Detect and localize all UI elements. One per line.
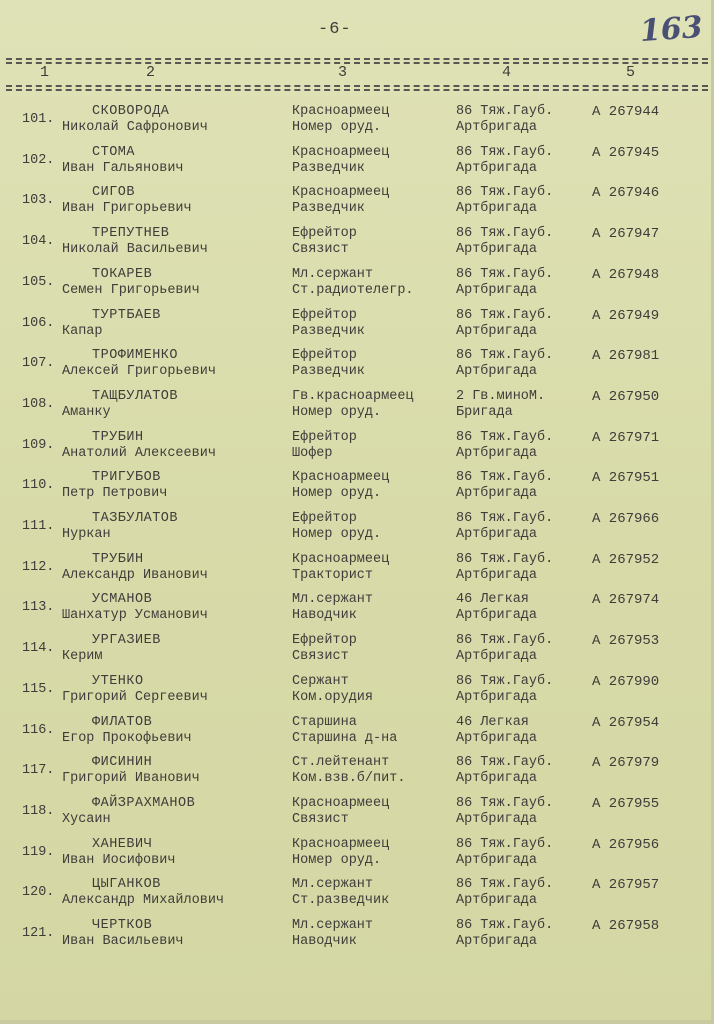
entry-rank: Мл.сержант xyxy=(292,266,374,282)
list-item xyxy=(0,877,714,917)
entry-unit-type: Артбригада xyxy=(456,730,538,746)
entry-surname: ТРИГУБОВ xyxy=(92,470,161,486)
entry-rank: Ефрейтор xyxy=(292,511,357,526)
entry-unit-type: Артбригада xyxy=(456,608,538,624)
entry-given-names: Григорий Иванович xyxy=(62,771,200,787)
entry-given-names: Капар xyxy=(62,323,103,339)
entry-given-names: Николай Сафронович xyxy=(62,120,208,135)
entry-given-names: Иван Григорьевич xyxy=(62,201,192,217)
entry-unit-type: Артбригада xyxy=(456,445,538,461)
entry-award-document-number: А 267990 xyxy=(592,673,660,690)
entry-number: 101. xyxy=(22,112,55,127)
entry-position: Ст.разведчик xyxy=(292,893,390,909)
entry-unit: 46 Легкая xyxy=(456,714,529,730)
header-rule-bottom-1 xyxy=(6,85,708,87)
entry-rank: Ефрейтор xyxy=(292,307,357,323)
entry-given-names: Иван Гальянович xyxy=(62,160,184,176)
entry-number: 112. xyxy=(22,559,55,575)
entry-position: Тракторист xyxy=(292,567,374,583)
entry-unit: 86 Тяж.Гауб. xyxy=(456,633,554,649)
entry-rank: Мл.сержант xyxy=(292,592,374,608)
header-rule-top-1 xyxy=(6,58,708,60)
entry-rank: Старшина xyxy=(292,714,357,730)
entry-unit: 86 Тяж.Гауб. xyxy=(456,551,554,567)
column-number-5: 5 xyxy=(626,64,636,81)
entry-award-document-number: А 267958 xyxy=(592,918,660,934)
entry-rank: Сержант xyxy=(292,673,349,689)
entry-given-names: Петр Петрович xyxy=(62,486,168,502)
entry-award-document-number: А 267966 xyxy=(592,511,660,527)
entry-position: Разведчик xyxy=(292,160,365,176)
entry-unit-type: Артбригада xyxy=(456,160,538,176)
entry-number: 114. xyxy=(22,641,55,657)
entry-unit-type: Артбригада xyxy=(456,242,538,258)
entry-unit: 86 Тяж.Гауб. xyxy=(456,185,554,201)
entry-unit: 86 Тяж.Гауб. xyxy=(456,307,554,323)
entry-position: Ст.радиотелегр. xyxy=(292,282,414,298)
entry-surname: УТЕНКО xyxy=(92,673,144,689)
entry-unit-type: Артбригада xyxy=(456,120,538,135)
entry-unit: 46 Легкая xyxy=(456,592,529,608)
entry-position: Номер оруд. xyxy=(292,486,382,502)
entry-unit: 86 Тяж.Гауб. xyxy=(456,266,554,282)
list-item xyxy=(0,226,714,266)
entry-given-names: Хусаин xyxy=(62,811,111,827)
entry-number: 113. xyxy=(22,600,55,616)
entry-award-document-number: А 267947 xyxy=(592,226,660,243)
entry-given-names: Аманку xyxy=(62,404,111,420)
entry-rank: Красноармеец xyxy=(292,104,390,119)
entry-position: Номер оруд. xyxy=(292,404,382,420)
entry-rank: Красноармеец xyxy=(292,795,390,811)
entry-award-document-number: А 267979 xyxy=(592,755,660,772)
entry-number: 108. xyxy=(22,396,55,412)
entry-given-names: Иван Иосифович xyxy=(62,852,176,868)
column-number-2: 2 xyxy=(146,64,156,81)
entry-surname: ЧЕРТКОВ xyxy=(92,918,153,933)
entry-given-names: Алексей Григорьевич xyxy=(62,364,216,380)
entry-unit: 86 Тяж.Гауб. xyxy=(456,470,554,486)
entry-given-names: Керим xyxy=(62,649,103,665)
header-rule-bottom-2 xyxy=(6,89,708,91)
list-item xyxy=(0,837,714,877)
list-item xyxy=(0,592,714,632)
entry-unit: 86 Тяж.Гауб. xyxy=(456,836,554,852)
page-edge-bottom xyxy=(0,1020,714,1024)
list-item xyxy=(0,552,714,592)
list-item xyxy=(0,104,714,144)
entry-given-names: Егор Прокофьевич xyxy=(62,730,192,746)
entry-unit-type: Артбригада xyxy=(456,934,538,949)
entry-unit-type: Артбригада xyxy=(456,771,538,787)
list-item xyxy=(0,308,714,348)
list-item xyxy=(0,145,714,185)
entry-given-names: Иван Васильевич xyxy=(62,934,184,949)
entry-number: 109. xyxy=(22,437,55,453)
entry-surname: ХАНЕВИЧ xyxy=(92,836,153,852)
entry-position: Старшина д-на xyxy=(292,730,398,746)
entry-award-document-number: А 267955 xyxy=(592,795,660,812)
list-item xyxy=(0,470,714,510)
entry-given-names: Шанхатур Усманович xyxy=(62,608,208,624)
entry-position: Связист xyxy=(292,811,349,827)
entry-surname: ТАЩБУЛАТОВ xyxy=(92,388,179,404)
entry-rank: Гв.красноармеец xyxy=(292,388,414,404)
entry-surname: ТУРТБАЕВ xyxy=(92,307,161,323)
list-item xyxy=(0,430,714,470)
entry-unit: 86 Тяж.Гауб. xyxy=(456,104,554,119)
entry-unit-type: Артбригада xyxy=(456,852,538,868)
entry-given-names: Семен Григорьевич xyxy=(62,282,200,298)
entry-given-names: Нуркан xyxy=(62,527,111,542)
entry-award-document-number: А 267954 xyxy=(592,714,660,731)
list-item xyxy=(0,633,714,673)
entry-surname: ТРЕПУТНЕВ xyxy=(92,226,170,242)
entry-position: Шофер xyxy=(292,445,333,461)
entry-unit: 86 Тяж.Гауб. xyxy=(456,348,554,364)
entry-number: 104. xyxy=(22,234,55,250)
entry-rank: Красноармеец xyxy=(292,185,390,201)
entry-unit: 86 Тяж.Гауб. xyxy=(456,877,554,893)
entry-given-names: Григорий Сергеевич xyxy=(62,689,208,705)
entry-given-names: Николай Васильевич xyxy=(62,242,208,258)
entry-unit-type: Артбригада xyxy=(456,527,538,542)
entry-given-names: Александр Михайлович xyxy=(62,893,225,909)
entry-position: Номер оруд. xyxy=(292,120,382,135)
entry-rank: Красноармеец xyxy=(292,836,390,852)
entry-unit: 86 Тяж.Гауб. xyxy=(456,673,554,689)
entry-position: Ком.орудия xyxy=(292,689,374,705)
entry-rank: Красноармеец xyxy=(292,470,390,486)
list-item xyxy=(0,185,714,225)
entry-rank: Мл.сержант xyxy=(292,918,374,933)
list-item xyxy=(0,918,714,958)
entry-number: 107. xyxy=(22,356,55,372)
entry-surname: УРГАЗИЕВ xyxy=(92,633,161,649)
column-number-3: 3 xyxy=(338,64,348,81)
entry-given-names: Анатолий Алексеевич xyxy=(62,445,216,461)
entry-surname: ТАЗБУЛАТОВ xyxy=(92,511,179,526)
entry-surname: ЦЫГАНКОВ xyxy=(92,877,161,893)
entry-award-document-number: А 267974 xyxy=(592,592,660,609)
entry-unit-type: Артбригада xyxy=(456,649,538,665)
list-item xyxy=(0,755,714,795)
entry-surname: СКОВОРОДА xyxy=(92,104,170,119)
entry-number: 116. xyxy=(22,722,55,738)
list-item xyxy=(0,511,714,551)
entry-award-document-number: А 267946 xyxy=(592,185,660,202)
entry-unit: 86 Тяж.Гауб. xyxy=(456,918,554,933)
entry-unit: 86 Тяж.Гауб. xyxy=(456,755,554,771)
list-item xyxy=(0,348,714,388)
entry-surname: ФАЙЗРАХМАНОВ xyxy=(92,795,196,811)
entry-position: Номер оруд. xyxy=(292,852,382,868)
entry-unit: 86 Тяж.Гауб. xyxy=(456,144,554,160)
entry-unit-type: Артбригада xyxy=(456,486,538,502)
entry-surname: СТОМА xyxy=(92,144,136,160)
list-item xyxy=(0,796,714,836)
entry-unit-type: Артбригада xyxy=(456,893,538,909)
entry-award-document-number: А 267951 xyxy=(592,470,660,487)
entry-rank: Ефрейтор xyxy=(292,226,357,242)
entry-position: Связист xyxy=(292,649,349,665)
entry-number: 102. xyxy=(22,152,55,168)
entry-given-names: Александр Иванович xyxy=(62,567,208,583)
entry-number: 110. xyxy=(22,478,55,494)
column-number-1: 1 xyxy=(40,64,50,81)
entry-award-document-number: А 267953 xyxy=(592,633,660,650)
page-number: -6- xyxy=(318,20,352,39)
entry-award-document-number: А 267956 xyxy=(592,836,660,853)
entry-position: Наводчик xyxy=(292,934,357,949)
entry-surname: ТОКАРЕВ xyxy=(92,266,153,282)
list-item xyxy=(0,389,714,429)
entry-rank: Мл.сержант xyxy=(292,877,374,893)
entry-rank: Ст.лейтенант xyxy=(292,755,390,771)
entry-unit-type: Бригада xyxy=(456,404,513,420)
entry-surname: УСМАНОВ xyxy=(92,592,153,608)
entry-surname: ТРОФИМЕНКО xyxy=(92,348,179,364)
entry-surname: СИГОВ xyxy=(92,185,136,201)
entry-number: 111. xyxy=(22,519,55,534)
entry-position: Разведчик xyxy=(292,201,365,217)
entry-position: Номер оруд. xyxy=(292,527,382,542)
entry-position: Ком.взв.б/пит. xyxy=(292,771,406,787)
entry-number: 106. xyxy=(22,315,55,331)
list-item xyxy=(0,267,714,307)
list-item xyxy=(0,674,714,714)
column-number-4: 4 xyxy=(502,64,512,81)
entry-award-document-number: А 267949 xyxy=(592,307,660,324)
entry-unit-type: Артбригада xyxy=(456,689,538,705)
entry-award-document-number: А 267952 xyxy=(592,551,660,568)
entry-number: 120. xyxy=(22,885,55,901)
entry-award-document-number: А 267981 xyxy=(592,348,660,365)
entry-unit-type: Артбригада xyxy=(456,364,538,380)
entry-rank: Красноармеец xyxy=(292,551,390,567)
entry-award-document-number: А 267971 xyxy=(592,429,660,446)
entry-number: 105. xyxy=(22,274,55,290)
entry-award-document-number: А 267948 xyxy=(592,266,660,283)
entry-unit-type: Артбригада xyxy=(456,811,538,827)
entry-unit: 86 Тяж.Гауб. xyxy=(456,429,554,445)
entry-number: 121. xyxy=(22,926,55,941)
entry-surname: ФИЛАТОВ xyxy=(92,714,153,730)
entry-number: 103. xyxy=(22,193,55,209)
entry-unit: 86 Тяж.Гауб. xyxy=(456,226,554,242)
entry-position: Разведчик xyxy=(292,323,365,339)
entry-unit-type: Артбригада xyxy=(456,201,538,217)
entry-unit-type: Артбригада xyxy=(456,282,538,298)
entry-unit-type: Артбригада xyxy=(456,323,538,339)
archive-handwritten-number: 163 xyxy=(638,9,704,50)
entry-number: 117. xyxy=(22,763,55,779)
entry-award-document-number: А 267944 xyxy=(592,104,660,120)
entry-award-document-number: А 267945 xyxy=(592,144,660,161)
entry-unit: 86 Тяж.Гауб. xyxy=(456,795,554,811)
header-rule-top-2 xyxy=(6,62,708,64)
entry-surname: ФИСИНИН xyxy=(92,755,153,771)
entry-number: 115. xyxy=(22,681,55,697)
entry-unit: 86 Тяж.Гауб. xyxy=(456,511,554,526)
entry-rank: Красноармеец xyxy=(292,144,390,160)
entry-rank: Ефрейтор xyxy=(292,348,357,364)
entry-unit-type: Артбригада xyxy=(456,567,538,583)
entry-number: 119. xyxy=(22,844,55,860)
entry-position: Разведчик xyxy=(292,364,365,380)
entry-unit: 2 Гв.миноМ. xyxy=(456,388,546,404)
entry-surname: ТРУБИН xyxy=(92,429,144,445)
list-item xyxy=(0,715,714,755)
entry-rank: Ефрейтор xyxy=(292,633,357,649)
entry-rank: Ефрейтор xyxy=(292,429,357,445)
entry-position: Связист xyxy=(292,242,349,258)
entry-award-document-number: А 267957 xyxy=(592,877,660,894)
entry-number: 118. xyxy=(22,803,55,819)
entry-position: Наводчик xyxy=(292,608,357,624)
entry-award-document-number: А 267950 xyxy=(592,388,660,405)
entry-surname: ТРУБИН xyxy=(92,551,144,567)
